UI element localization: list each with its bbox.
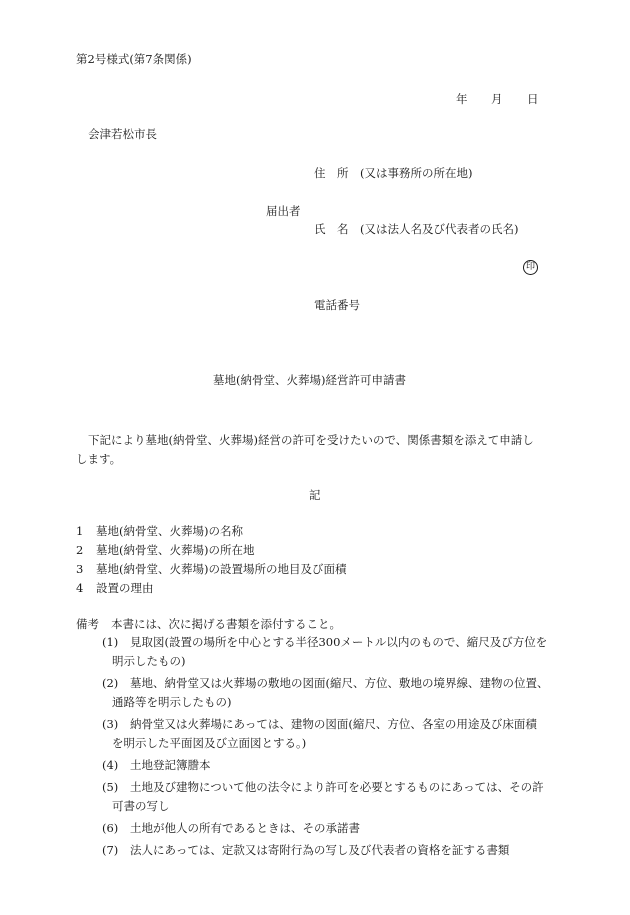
- note-item: [102, 780, 548, 818]
- date-year-label: 年: [456, 92, 468, 106]
- body-line-1: 下記により墓地(納骨堂、火葬場)経営の許可を受けたいので、関係書類を添えて申請し: [88, 433, 534, 447]
- note-item: [102, 843, 548, 862]
- note-item: [102, 821, 548, 840]
- applicant-role-label: 届出者: [266, 204, 301, 218]
- note-item-continuation: を明示した平面図及び立面図とする。): [112, 736, 307, 750]
- note-item-number: (2): [102, 676, 119, 690]
- document-title: 墓地(納骨堂、火葬場)経営許可申請書: [213, 373, 406, 387]
- note-item-text: 納骨堂又は火葬場にあっては、建物の図面(縮尺、方位、各室の用途及び床面積: [130, 717, 537, 731]
- note-item-text: 土地が他人の所有であるときは、その承諾書: [130, 821, 360, 835]
- note-item-number: (4): [102, 758, 119, 772]
- note-item-text: 見取図(設置の場所を中心とする半径300メートル以内のもので、縮尺及び方位を: [130, 635, 548, 649]
- list-item-text: 墓地(納骨堂、火葬場)の所在地: [96, 543, 255, 557]
- note-item-number: (3): [102, 717, 119, 731]
- list-item-text: 墓地(納骨堂、火葬場)の名称: [96, 524, 243, 538]
- addressee: 会津若松市長: [88, 127, 157, 141]
- note-item-text: 土地登記簿謄本: [130, 758, 211, 772]
- date-month-label: 月: [491, 92, 503, 106]
- list-item-number: 4: [76, 581, 84, 595]
- list-item: [76, 543, 346, 562]
- note-item: [102, 676, 548, 714]
- list-item: [76, 562, 346, 581]
- address-label: 住 所: [314, 166, 349, 180]
- list-item-text: 設置の理由: [96, 581, 154, 595]
- body-line-2: します。: [76, 452, 122, 466]
- note-item-text: 土地及び建物について他の法令により許可を必要とするものにあっては、その許: [130, 780, 544, 794]
- notes-intro: 本書には、次に掲げる書類を添付すること。: [111, 617, 341, 631]
- note-item: [102, 717, 548, 755]
- notes-heading: 備考: [76, 617, 99, 631]
- note-item: [102, 635, 548, 673]
- notes-list: [102, 635, 548, 865]
- name-note: (又は法人名及び代表者の氏名): [360, 222, 519, 236]
- note-item-number: (1): [102, 635, 119, 649]
- date-day-label: 日: [527, 92, 539, 106]
- form-number: 第2号様式(第7条関係): [76, 52, 192, 66]
- note-item-text: 墓地、納骨堂又は火葬場の敷地の図面(縮尺、方位、敷地の境界線、建物の位置、: [130, 676, 549, 690]
- note-item: [102, 758, 548, 777]
- list-item-number: 3: [76, 562, 84, 576]
- list-item-number: 1: [76, 524, 84, 538]
- note-item-number: (5): [102, 780, 119, 794]
- phone-label: 電話番号: [314, 298, 360, 312]
- note-item-continuation: 可書の写し: [112, 799, 170, 813]
- list-item: [76, 581, 346, 600]
- address-note: (又は事務所の所在地): [360, 166, 473, 180]
- note-item-continuation: 通路等を明示したもの): [112, 695, 232, 709]
- list-item-text: 墓地(納骨堂、火葬場)の設置場所の地目及び面積: [96, 562, 347, 576]
- list-item: [76, 524, 346, 543]
- note-item-continuation: 明示したもの): [112, 654, 186, 668]
- seal-mark: 印: [523, 260, 538, 275]
- note-item-text: 法人にあっては、定款又は寄附行為の写し及び代表者の資格を証する書類: [130, 843, 510, 857]
- list-item-number: 2: [76, 543, 84, 557]
- name-label: 氏 名: [314, 222, 349, 236]
- ki-heading: 記: [309, 488, 321, 502]
- note-item-number: (6): [102, 821, 119, 835]
- item-list: [76, 524, 346, 600]
- note-item-number: (7): [102, 843, 119, 857]
